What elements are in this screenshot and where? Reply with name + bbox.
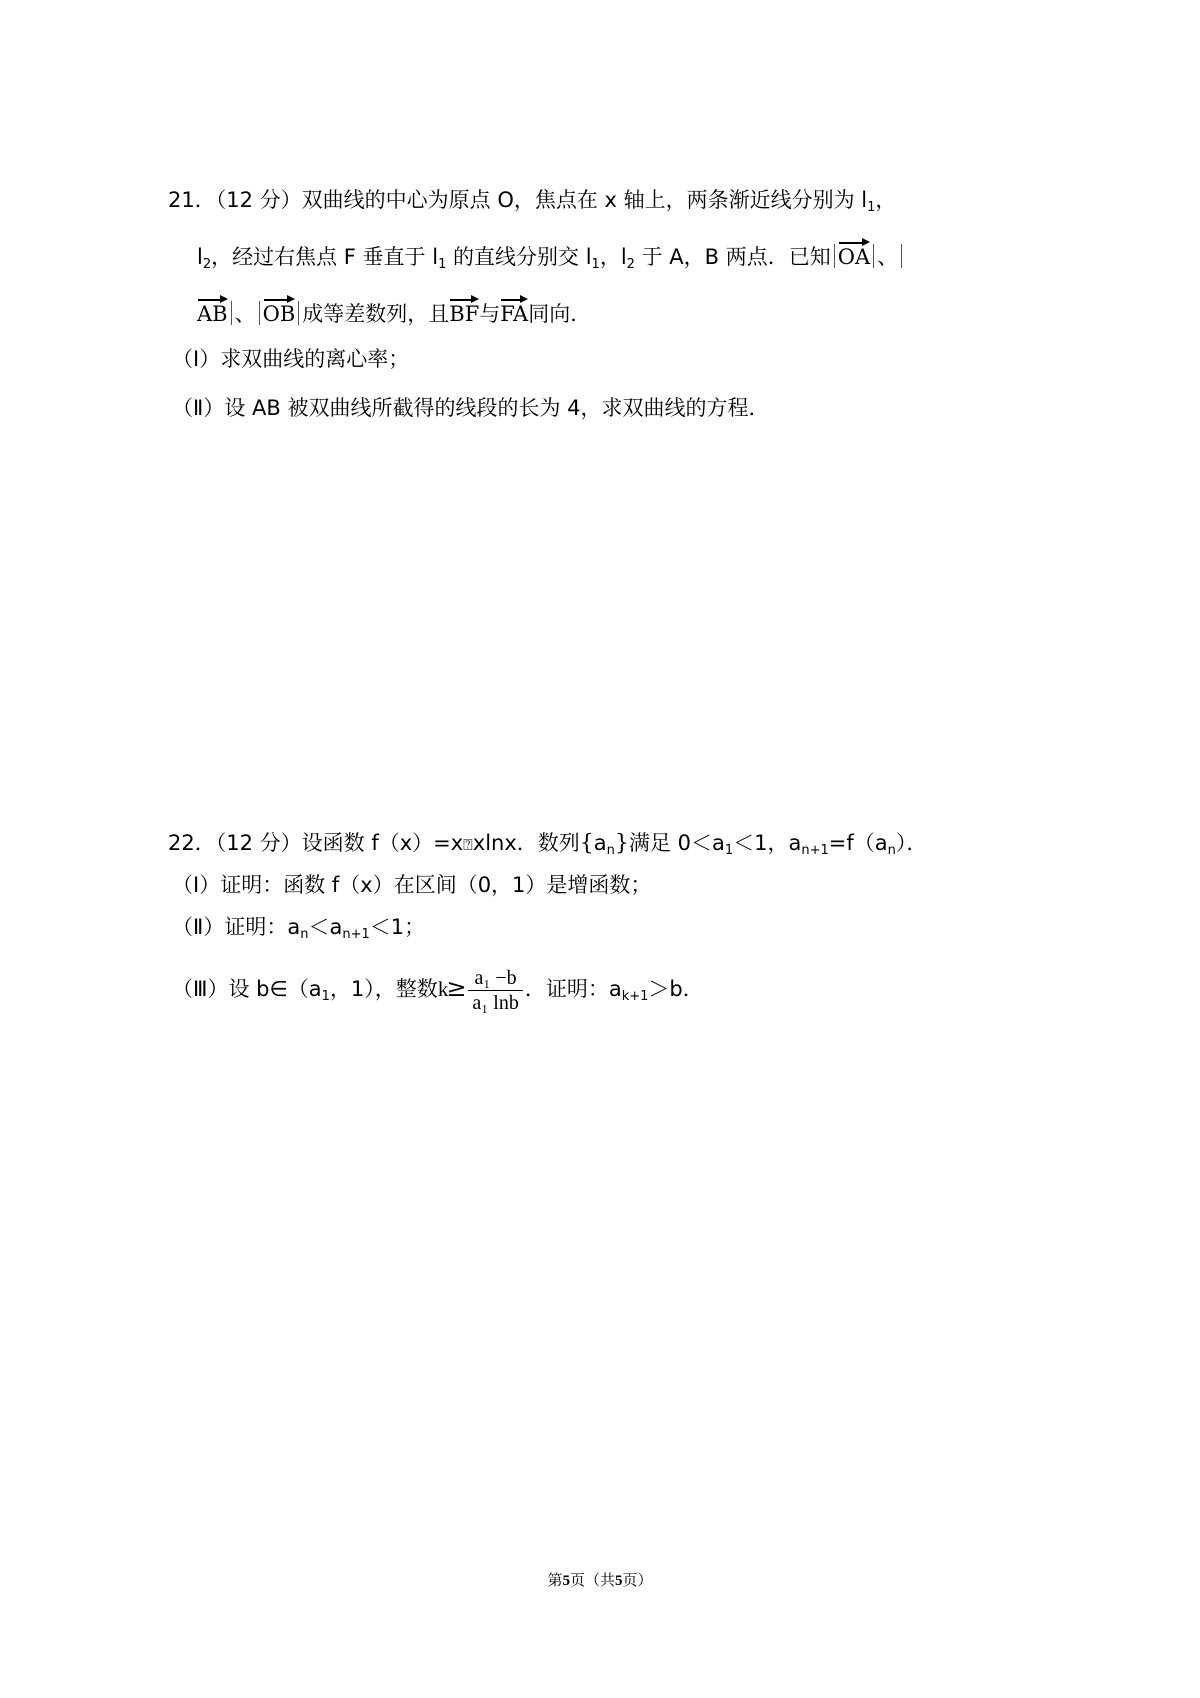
abs-bar (901, 244, 902, 268)
symbol-k: k (437, 977, 449, 1001)
q22-text-1d: ＜1，a (733, 831, 802, 855)
part-text: ，1），整数 (329, 977, 438, 1001)
q21-line-1 (168, 185, 896, 223)
footer-text: 页） (622, 1571, 653, 1589)
q21-line-2 (197, 238, 905, 280)
subscript: n+1 (342, 927, 370, 942)
q21-line-3 (197, 295, 591, 329)
footer-text: 第 (547, 1571, 563, 1589)
symbol-a: a (593, 831, 607, 855)
subscript: 1 (321, 989, 330, 1004)
symbol-l: l (197, 245, 203, 269)
q21-text-3a: 成等差数列，且 (302, 302, 450, 326)
part-label: （Ⅲ） (172, 977, 229, 1001)
subscript: 1 (438, 257, 447, 272)
vector-ob: OB (263, 295, 296, 329)
q21-score: （12 分） (215, 188, 302, 212)
punct: ， (875, 188, 897, 212)
q21-text-2c: ，l (599, 245, 627, 269)
q22-text-1a: 设函数 f（x）=x (301, 831, 464, 855)
subscript: k+1 (621, 989, 649, 1004)
q22-text-1c: 满足 0＜a (628, 831, 725, 855)
q21-text-1: 双曲线的中心为原点 O，焦点在 x 轴上，两条渐近线分别为 l (301, 188, 868, 212)
subscript: n (300, 927, 309, 942)
subscript: 1 (867, 200, 876, 215)
part-label: （Ⅰ） (172, 347, 221, 371)
vector-fa: FA (500, 295, 528, 329)
part-text: 求双曲线的离心率； (220, 347, 410, 371)
part-label: （Ⅱ） (172, 915, 225, 939)
q22-part-1 (172, 870, 651, 900)
q22-text-1b: xlnx．数列 (472, 831, 580, 855)
q21-part-1 (172, 344, 409, 374)
q21-text-2d: 于 A，B 两点．已知 (634, 245, 831, 269)
subscript: 2 (626, 257, 635, 272)
subscript: 1 (724, 843, 734, 858)
q21-text-2a: ，经过右焦点 F 垂直于 l (211, 245, 439, 269)
page-total: 5 (615, 1573, 623, 1589)
abs-bar (873, 244, 874, 268)
part-text: 设 b∈（a (228, 977, 322, 1001)
part-label: （Ⅰ） (172, 873, 221, 897)
geq-sign: ≥ (446, 974, 467, 1002)
brace-open: { (579, 831, 594, 856)
part-text: 证明：a (224, 915, 301, 939)
page-number: 5 (562, 1573, 570, 1589)
abs-bar (834, 244, 835, 268)
conjunction: 与 (479, 302, 501, 326)
footer-text: 页（共 (569, 1571, 615, 1589)
q22-score: （12 分） (215, 831, 302, 855)
q21-part-2 (172, 393, 770, 423)
page-footer (0, 1569, 1200, 1590)
q21-number: 21． (168, 188, 216, 212)
subscript: 1 (591, 257, 600, 272)
abs-bar (231, 301, 232, 325)
q21-text-3b: 同向． (528, 302, 592, 326)
subscript: n (887, 843, 896, 858)
missing-glyph: ⍰ (463, 835, 473, 854)
q22-number: 22． (168, 831, 216, 855)
part-text: 证明：函数 f（x）在区间（0，1）是增函数； (220, 873, 652, 897)
q22-line-1 (168, 828, 927, 866)
vector-oa: OA (838, 238, 870, 272)
separator: 、 (877, 245, 899, 269)
q22-part-3 (172, 958, 704, 1027)
q22-text-1e: =f（a (828, 831, 888, 855)
q21-text-2b: 的直线分别交 l (446, 245, 592, 269)
abs-bar (298, 301, 299, 325)
fraction-numerator: a₁ −b (468, 966, 522, 991)
subscript: n (606, 843, 615, 858)
vector-ab: AB (197, 295, 228, 329)
separator: 、 (234, 302, 256, 326)
q22-text-1f: ）． (895, 831, 928, 855)
q22-part-2 (172, 912, 425, 950)
part-text: 设 AB 被双曲线所截得的线段的长为 4，求双曲线的方程． (224, 396, 770, 420)
brace-close: } (614, 831, 629, 856)
part-label: （Ⅱ） (172, 396, 225, 420)
part-text: ＜1； (369, 915, 426, 939)
vector-bf: BF (449, 295, 479, 329)
part-text: ＜a (308, 915, 343, 939)
fraction (468, 966, 522, 1015)
part-text: ＞b． (648, 977, 704, 1001)
part-text: ．证明：a (524, 977, 622, 1001)
abs-bar (259, 301, 260, 325)
subscript: n+1 (801, 843, 829, 858)
fraction-denominator: a₁ lnb (472, 991, 519, 1014)
subscript: 2 (202, 257, 212, 272)
